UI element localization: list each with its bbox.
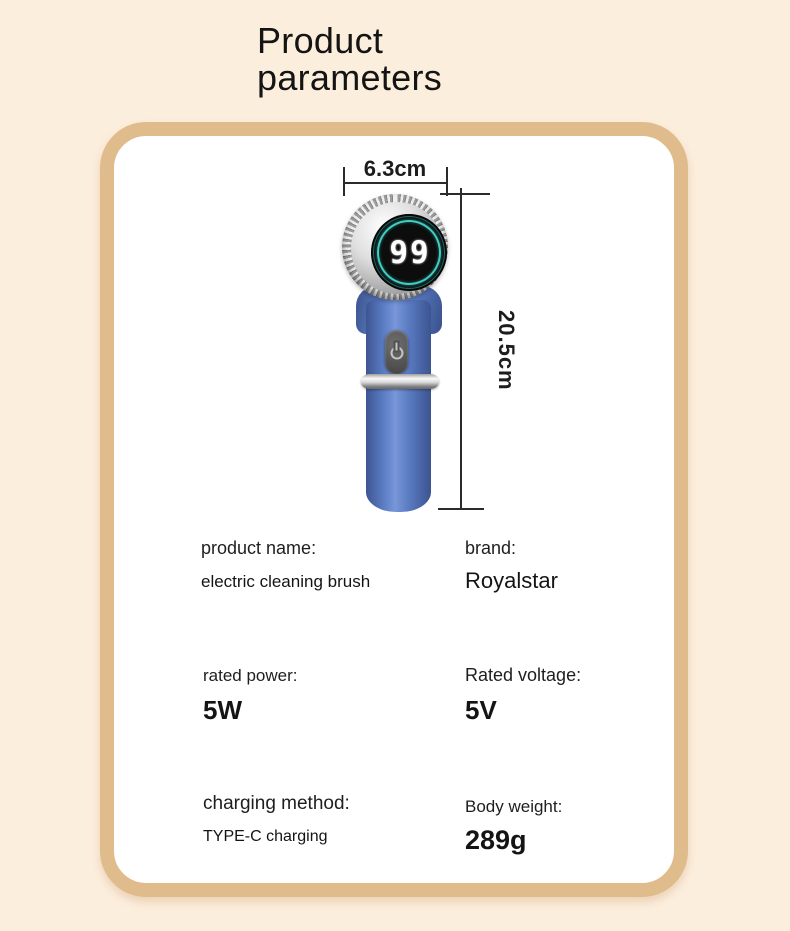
spec-charging-method — [203, 793, 350, 846]
spec-rated-power — [203, 666, 298, 726]
metal-band — [361, 374, 439, 389]
dimension-width-tick-left — [343, 167, 345, 196]
spec-rated-voltage — [465, 665, 581, 726]
spec-body-weight — [465, 797, 562, 856]
spec-rated-power-label: rated power: — [203, 666, 298, 685]
page-title-line2: parameters — [257, 57, 443, 98]
display-value: 99 — [389, 234, 431, 271]
teal-ring — [377, 220, 441, 285]
spec-rated-voltage-label: Rated voltage: — [465, 665, 582, 685]
spec-product-name-label: product name: — [201, 538, 317, 558]
dimension-height-tick-bottom — [438, 508, 484, 510]
spec-brand-value: Royalstar — [465, 568, 558, 593]
dimension-width-tick-right — [446, 167, 448, 196]
led-display — [371, 214, 447, 291]
spec-rated-power-value: 5W — [203, 695, 242, 725]
spec-body-weight-label: Body weight: — [465, 797, 563, 816]
spec-body-weight-value: 289g — [465, 825, 527, 855]
page-title — [257, 22, 442, 96]
dimension-height-label: 20.5cm — [494, 310, 519, 391]
dimension-height-tick-top — [440, 193, 490, 195]
power-button — [385, 330, 408, 374]
page-title-line1: Product — [257, 20, 384, 61]
spec-charging-method-value: TYPE-C charging — [203, 828, 328, 845]
spec-charging-method-label: charging method: — [203, 793, 350, 814]
spec-rated-voltage-value: 5V — [465, 695, 497, 725]
spec-brand — [465, 538, 558, 594]
dimension-width-label: 6.3cm — [363, 156, 427, 181]
spec-product-name-value: electric cleaning brush — [201, 572, 371, 591]
spec-product-name — [201, 538, 370, 592]
dimension-height-line — [460, 188, 462, 510]
power-icon — [390, 347, 403, 360]
spec-brand-label: brand: — [465, 538, 517, 558]
dimension-width-line — [343, 182, 448, 184]
